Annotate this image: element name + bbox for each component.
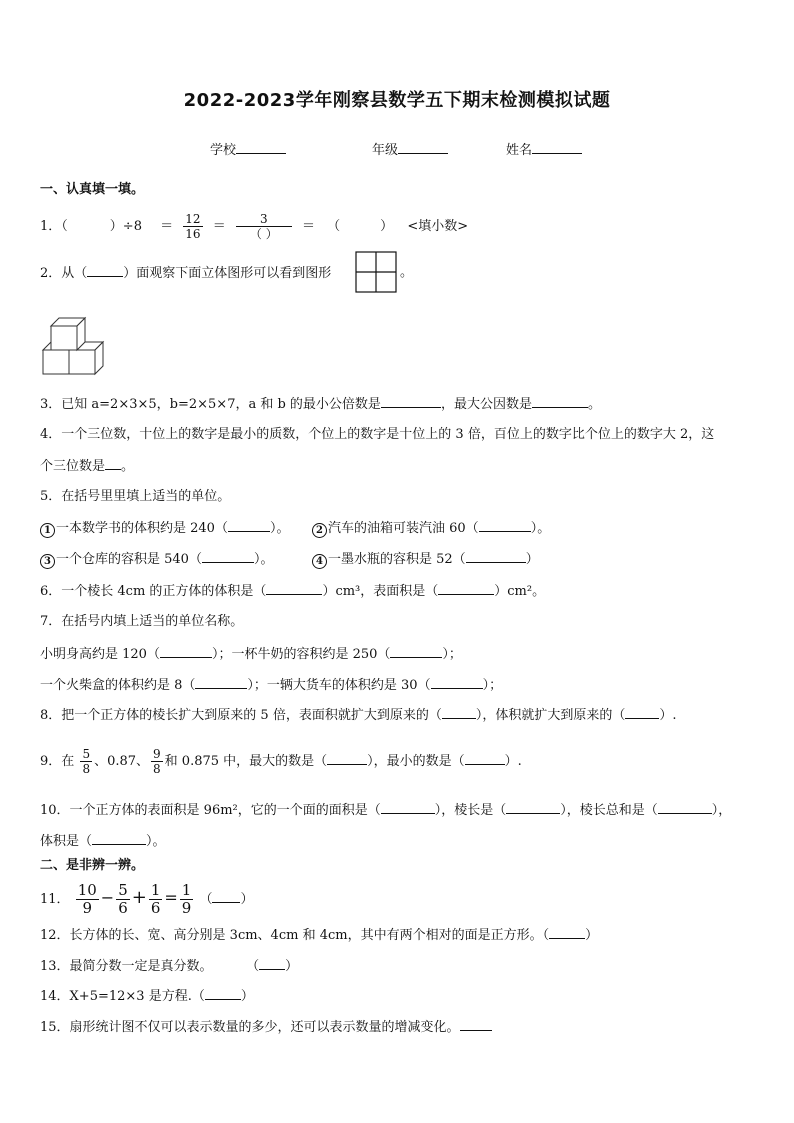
q3-number: 3． [40,397,62,412]
q12-blank[interactable] [549,926,585,939]
q2-cube-stack-figure [40,313,112,377]
q2-number: 2． [40,266,62,281]
q6-text-b: ）cm³，表面积是（ [322,584,439,599]
q6-blank-2[interactable] [438,582,494,595]
q6-tail: ）cm²。 [494,584,546,599]
q10-text-c: ），棱长总和是（ [560,803,658,818]
q3-text-a: 已知 a=2×3×5，b=2×5×7，a 和 b 的最小公倍数是 [61,397,381,412]
q11-f3-denominator: 6 [150,899,161,917]
q5-item-4-marker: 4 [312,554,327,569]
question-6 [40,582,545,601]
q1-eq-1: ＝ [160,219,174,234]
q7-number: 7． [40,614,62,629]
q10-text-d: ）， [711,803,732,818]
q11-number: 11． [40,892,70,907]
question-14 [40,987,254,1006]
q15-blank[interactable] [460,1018,492,1031]
q2-text-b: ）面观察下面立体图形可以看到图形 [123,266,332,281]
question-1 [40,212,468,241]
q3-text-b: ，最大公因数是 [440,397,532,412]
q1-eq-2: ＝ [212,219,226,234]
q5-item-3-text: 一个仓库的容积是 540（ [56,552,202,567]
name-label: 姓名 [506,143,533,158]
q5-item-4-tail: ） [525,552,539,567]
q7-blank-1[interactable] [160,645,212,658]
q14-text: X+5=12×3 是方程.（ [69,989,205,1004]
q9-blank-1[interactable] [327,752,367,765]
q11-fraction-3 [149,882,163,917]
school-field [210,141,286,160]
q9-number: 9． [40,754,62,769]
q9-fraction-2 [151,747,163,776]
q3-blank-2[interactable] [532,395,588,408]
q4-tail: 。 [121,459,135,474]
grade-label: 年级 [372,143,399,158]
q13-number: 13． [40,959,70,974]
q5-text: 在括号里里填上适当的单位。 [61,489,231,504]
q6-blank-1[interactable] [266,582,322,595]
question-4-cont [40,457,134,476]
q5-item-1-text: 一本数学书的体积约是 240（ [56,521,228,536]
question-7 [40,613,243,631]
q11-fraction-4 [180,882,194,917]
q5-item-3 [40,550,273,569]
q11-op-plus: + [131,887,147,908]
q15-text: 扇形统计图不仅可以表示数量的多少，还可以表示数量的增减变化。 [69,1020,460,1035]
q1-close: ）÷8 [109,219,142,234]
q10-text-a: 一个正方体的表面积是 96m²，它的一个面的面积是（ [69,803,381,818]
q11-f1-denominator: 9 [82,899,92,917]
q12-text: 长方体的长、宽、高分别是 3cm、4cm 和 4cm，其中有两个相对的面是正方形。（ [69,928,550,943]
q10-line-2-a: 体积是（ [40,834,93,849]
q6-text-a: 一个棱长 4cm 的正方体的体积是（ [61,584,267,599]
question-5 [40,488,230,506]
question-10-cont [40,832,166,851]
q5-item-1-marker: 1 [40,523,55,538]
q8-text-a: 把一个正方体的棱长扩大到原来的 5 倍，表面积就扩大到原来的（ [61,708,442,723]
q5-item-3-blank[interactable] [202,550,254,563]
q9-fraction-1 [80,747,92,776]
q11-op-equals: = [164,888,178,907]
q13-text: 最简分数一定是真分数。 [69,959,213,974]
q11-open: （ [199,892,213,907]
q5-item-2-blank[interactable] [479,519,531,532]
q11-op-minus: − [100,888,115,907]
grade-blank[interactable] [398,141,448,154]
q1-f1-denominator: 16 [185,227,201,241]
question-4 [40,426,714,444]
q1-number: 1． [40,219,62,234]
q10-text-b: ），棱长是（ [434,803,507,818]
q8-number: 8． [40,708,62,723]
q9-text-b: 、0.87、 [94,754,150,769]
q11-fraction-1 [76,882,99,917]
q7-blank-2[interactable] [390,645,442,658]
q5-item-3-tail: ）。 [253,552,274,567]
q5-item-1-blank[interactable] [228,519,270,532]
q9-text-d: ），最小的数是（ [367,754,465,769]
q5-item-1 [40,519,289,538]
question-8 [40,706,676,725]
q4-line-1: 一个三位数，十位上的数字是最小的质数，个位上的数字是十位上的 3 倍，百位上的数字比个位上的数字大 2，这 [61,427,715,442]
q11-f4-numerator: 1 [181,881,192,899]
q9-f2-denominator: 8 [153,762,161,776]
q14-tail: ） [240,989,254,1004]
q5-item-2-text: 汽车的油箱可装汽油 60（ [328,521,479,536]
q1-f2-denominator[interactable]: （ ） [249,227,278,241]
q14-number: 14． [40,989,70,1004]
q10-line-2-b: ）。 [146,834,166,849]
q9-blank-2[interactable] [465,752,505,765]
grade-field [372,141,448,160]
question-11 [40,880,254,918]
q11-blank[interactable] [212,890,240,903]
q13-tail: ） [285,959,299,974]
q11-f2-numerator: 5 [118,881,128,899]
q8-tail: ）. [659,708,677,723]
q9-f2-numerator: 9 [153,747,161,761]
q9-text-c: 和 0.875 中，最大的数是（ [164,754,328,769]
q4-blank[interactable] [105,457,121,470]
q7-line-2-b: ）；一辆大货车的体积约是 30（ [247,678,431,693]
school-label: 学校 [210,143,237,158]
q4-number: 4． [40,427,62,442]
q11-close: ） [240,892,254,907]
q8-blank-2[interactable] [625,706,659,719]
question-13 [40,957,298,976]
school-blank[interactable] [236,141,286,154]
q9-text-a: 在 [61,754,75,769]
q5-item-2 [312,519,550,538]
question-9 [40,745,522,779]
q2-text-a: 从（ [61,266,88,281]
q5-number: 5． [40,489,62,504]
q2-blank[interactable] [87,264,123,277]
q5-item-4-blank[interactable] [466,550,526,563]
q7-line-2-a: 一个火柴盒的体积约是 8（ [40,678,196,693]
q11-f1-numerator: 10 [77,881,97,899]
q8-text-b: ），体积就扩大到原来的（ [475,708,626,723]
q1-f1-numerator: 12 [185,212,201,226]
q7-line-1-c: ）； [442,647,462,662]
q10-blank-2[interactable] [506,801,560,814]
q5-item-3-marker: 3 [40,554,55,569]
q1-open-2: （ [327,219,341,234]
q5-item-4-text: 一墨水瓶的容积是 52（ [328,552,466,567]
q1-close-2: ） [380,219,394,234]
q10-blank-4[interactable] [92,832,146,845]
question-3 [40,395,601,414]
q10-number: 10． [40,803,70,818]
q1-fraction-1 [183,212,202,241]
q10-blank-3[interactable] [658,801,712,814]
q12-number: 12． [40,928,70,943]
q3-tail: 。 [587,397,601,412]
q3-blank-1[interactable] [381,395,441,408]
q8-blank-1[interactable] [442,706,476,719]
q12-tail: ） [585,928,599,943]
q15-number: 15． [40,1020,70,1035]
q11-f4-denominator: 9 [181,899,192,917]
question-12 [40,926,598,945]
q4-line-2: 个三位数是 [40,459,106,474]
q13-open: （ [252,959,260,974]
q11-f2-denominator: 6 [118,899,128,917]
q7-line-2-c: ）； [482,678,503,693]
q1-fraction-2 [236,212,292,241]
q11-fraction-2 [116,882,130,917]
q1-hint: <填小数> [407,219,469,234]
q9-f1-denominator: 8 [82,762,91,776]
q2-tail: 。 [400,265,414,280]
q7-line-2 [40,676,502,695]
q5-item-1-tail: ）。 [269,521,290,536]
q7-line-1-a: 小明身高约是 120（ [40,647,160,662]
question-2 [40,264,331,283]
q5-item-2-marker: 2 [312,523,327,538]
name-blank[interactable] [532,141,582,154]
q7-text: 在括号内填上适当的单位名称。 [61,614,244,629]
section-1-heading: 一、认真填一填。 [40,182,145,197]
q10-blank-1[interactable] [381,801,435,814]
q11-f3-numerator: 1 [150,881,161,899]
q13-blank[interactable] [259,957,285,970]
name-field [506,141,582,160]
q9-tail: ）. [504,754,522,769]
q7-blank-3[interactable] [195,676,247,689]
q5-item-4 [312,550,539,569]
q9-f1-numerator: 5 [82,747,91,761]
section-2-heading: 二、是非辨一辨。 [40,858,145,873]
q14-blank[interactable] [205,987,241,1000]
q2-view-grid-figure [355,251,397,293]
q6-number: 6． [40,584,62,599]
question-15 [40,1018,492,1037]
page-title: 2022-2023学年刚察县数学五下期末检测模拟试题 [183,90,611,111]
question-10 [40,801,731,820]
q7-line-1 [40,645,462,664]
q1-f2-numerator: 3 [236,212,292,227]
q1-open: （ [61,219,68,234]
q7-line-1-b: ）；一杯牛奶的容积约是 250（ [211,647,391,662]
q5-item-2-tail: ）。 [530,521,551,536]
q1-eq-3: ＝ [301,219,315,234]
q7-blank-4[interactable] [431,676,483,689]
